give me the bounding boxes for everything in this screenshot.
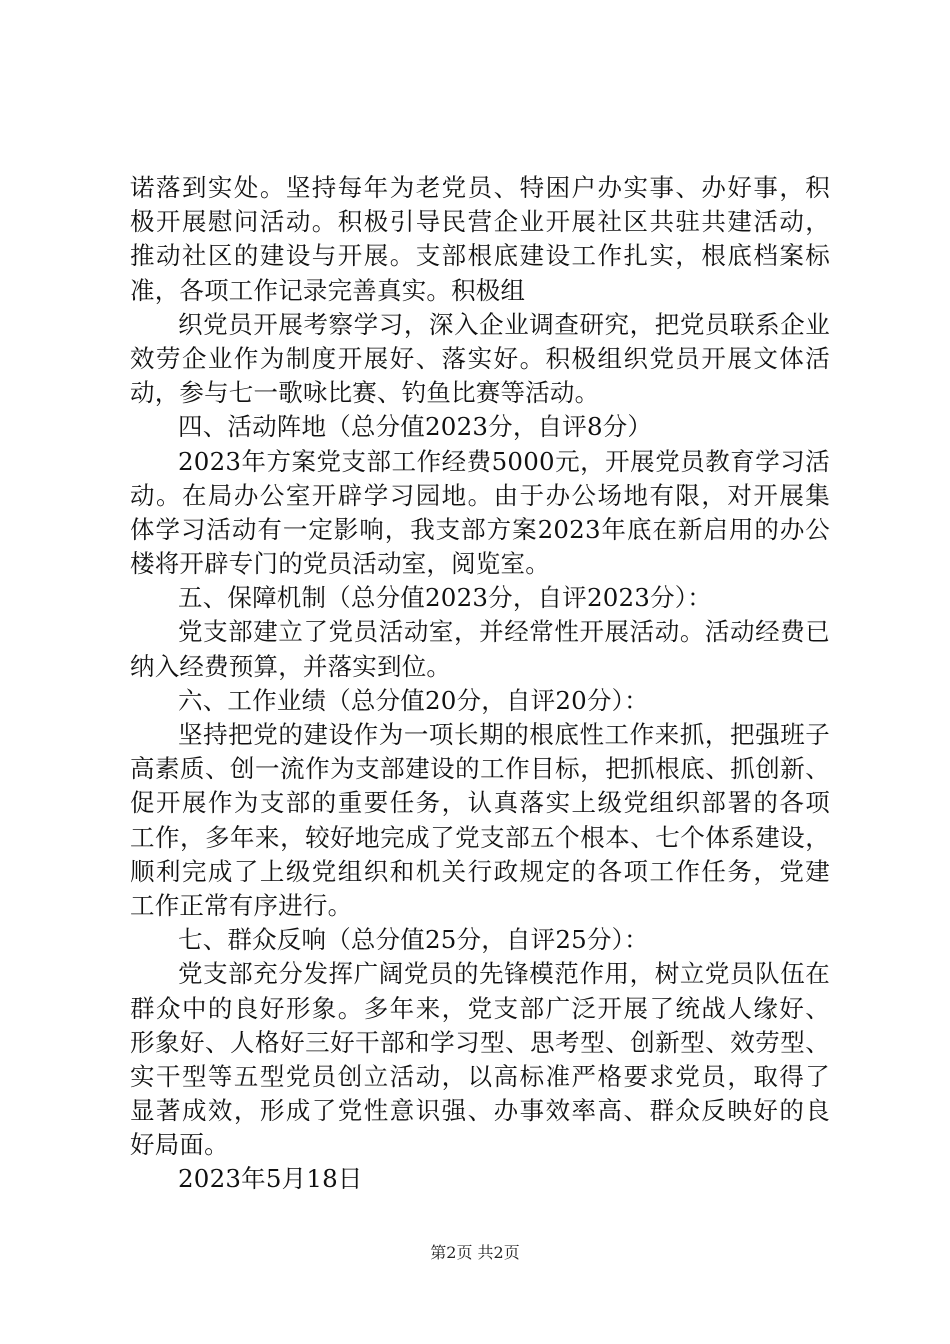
- text-line: 动，参与七一歌咏比赛、钓鱼比赛等活动。: [130, 378, 600, 408]
- text-line: 诺落到实处。坚持每年为老党员、特困户办实事、办好事，积: [130, 173, 830, 202]
- text-line: 党支部建立了党员活动室，并经常性开展活动。活动经费已: [178, 617, 830, 647]
- text-line: 好局面。: [130, 1130, 229, 1160]
- text-line: 动。在局办公室开辟学习园地。由于办公场地有限，对开展集: [130, 480, 830, 510]
- text-line: 体学习活动有一定影响，我支部方案2023年底在新启用的办公: [130, 514, 830, 544]
- text-line: 显著成效，形成了党性意识强、办事效率高、群众反映好的良: [130, 1096, 830, 1126]
- section-heading: 五、保障机制（总分值2023分，自评2023分）：: [178, 583, 712, 613]
- text-line: 纳入经费预算，并落实到位。: [130, 651, 452, 681]
- section-heading: 七、群众反响（总分值25分，自评25分）：: [178, 925, 649, 955]
- document-body: [130, 171, 830, 1197]
- text-line: 准，各项工作记录完善真实。积极组: [130, 275, 526, 305]
- page-number-footer: 第2页 共2页: [430, 1243, 520, 1262]
- text-line: 顺利完成了上级党组织和机关行政规定的各项工作任务，党建: [130, 856, 830, 886]
- text-line: 2023年方案党支部工作经费5000元，开展党员教育学习活: [178, 446, 830, 476]
- section-heading: 四、活动阵地（总分值2023分，自评8分）: [178, 412, 653, 442]
- text-line: 高素质、创一流作为支部建设的工作目标，把抓根底、抓创新、: [130, 754, 830, 784]
- section-heading: 六、工作业绩（总分值20分，自评20分）：: [178, 685, 649, 715]
- text-line: 党支部充分发挥广阔党员的先锋模范作用，树立党员队伍在: [178, 959, 830, 989]
- text-line: 极开展慰问活动。积极引导民营企业开展社区共驻共建活动，: [130, 207, 830, 237]
- text-line: 推动社区的建设与开展。支部根底建设工作扎实，根底档案标: [130, 241, 830, 271]
- document-date: 2023年5月18日: [178, 1164, 363, 1194]
- text-line: 坚持把党的建设作为一项长期的根底性工作来抓，把强班子: [178, 720, 830, 749]
- text-line: 效劳企业作为制度开展好、落实好。积极组织党员开展文体活: [130, 343, 830, 373]
- text-line: 工作，多年来，较好地完成了党支部五个根本、七个体系建设，: [130, 822, 830, 852]
- text-line: 楼将开辟专门的党员活动室，阅览室。: [130, 549, 550, 579]
- text-line: 形象好、人格好三好干部和学习型、思考型、创新型、效劳型、: [130, 1027, 830, 1057]
- text-line: 群众中的良好形象。多年来，党支部广泛开展了统战人缘好、: [130, 993, 830, 1023]
- text-line: 实干型等五型党员创立活动，以高标准严格要求党员，取得了: [130, 1061, 830, 1091]
- text-line: 工作正常有序进行。: [130, 890, 353, 920]
- text-line: 促开展作为支部的重要任务，认真落实上级党组织部署的各项: [130, 788, 830, 818]
- text-line: 织党员开展考察学习，深入企业调查研究，把党员联系企业: [178, 309, 830, 339]
